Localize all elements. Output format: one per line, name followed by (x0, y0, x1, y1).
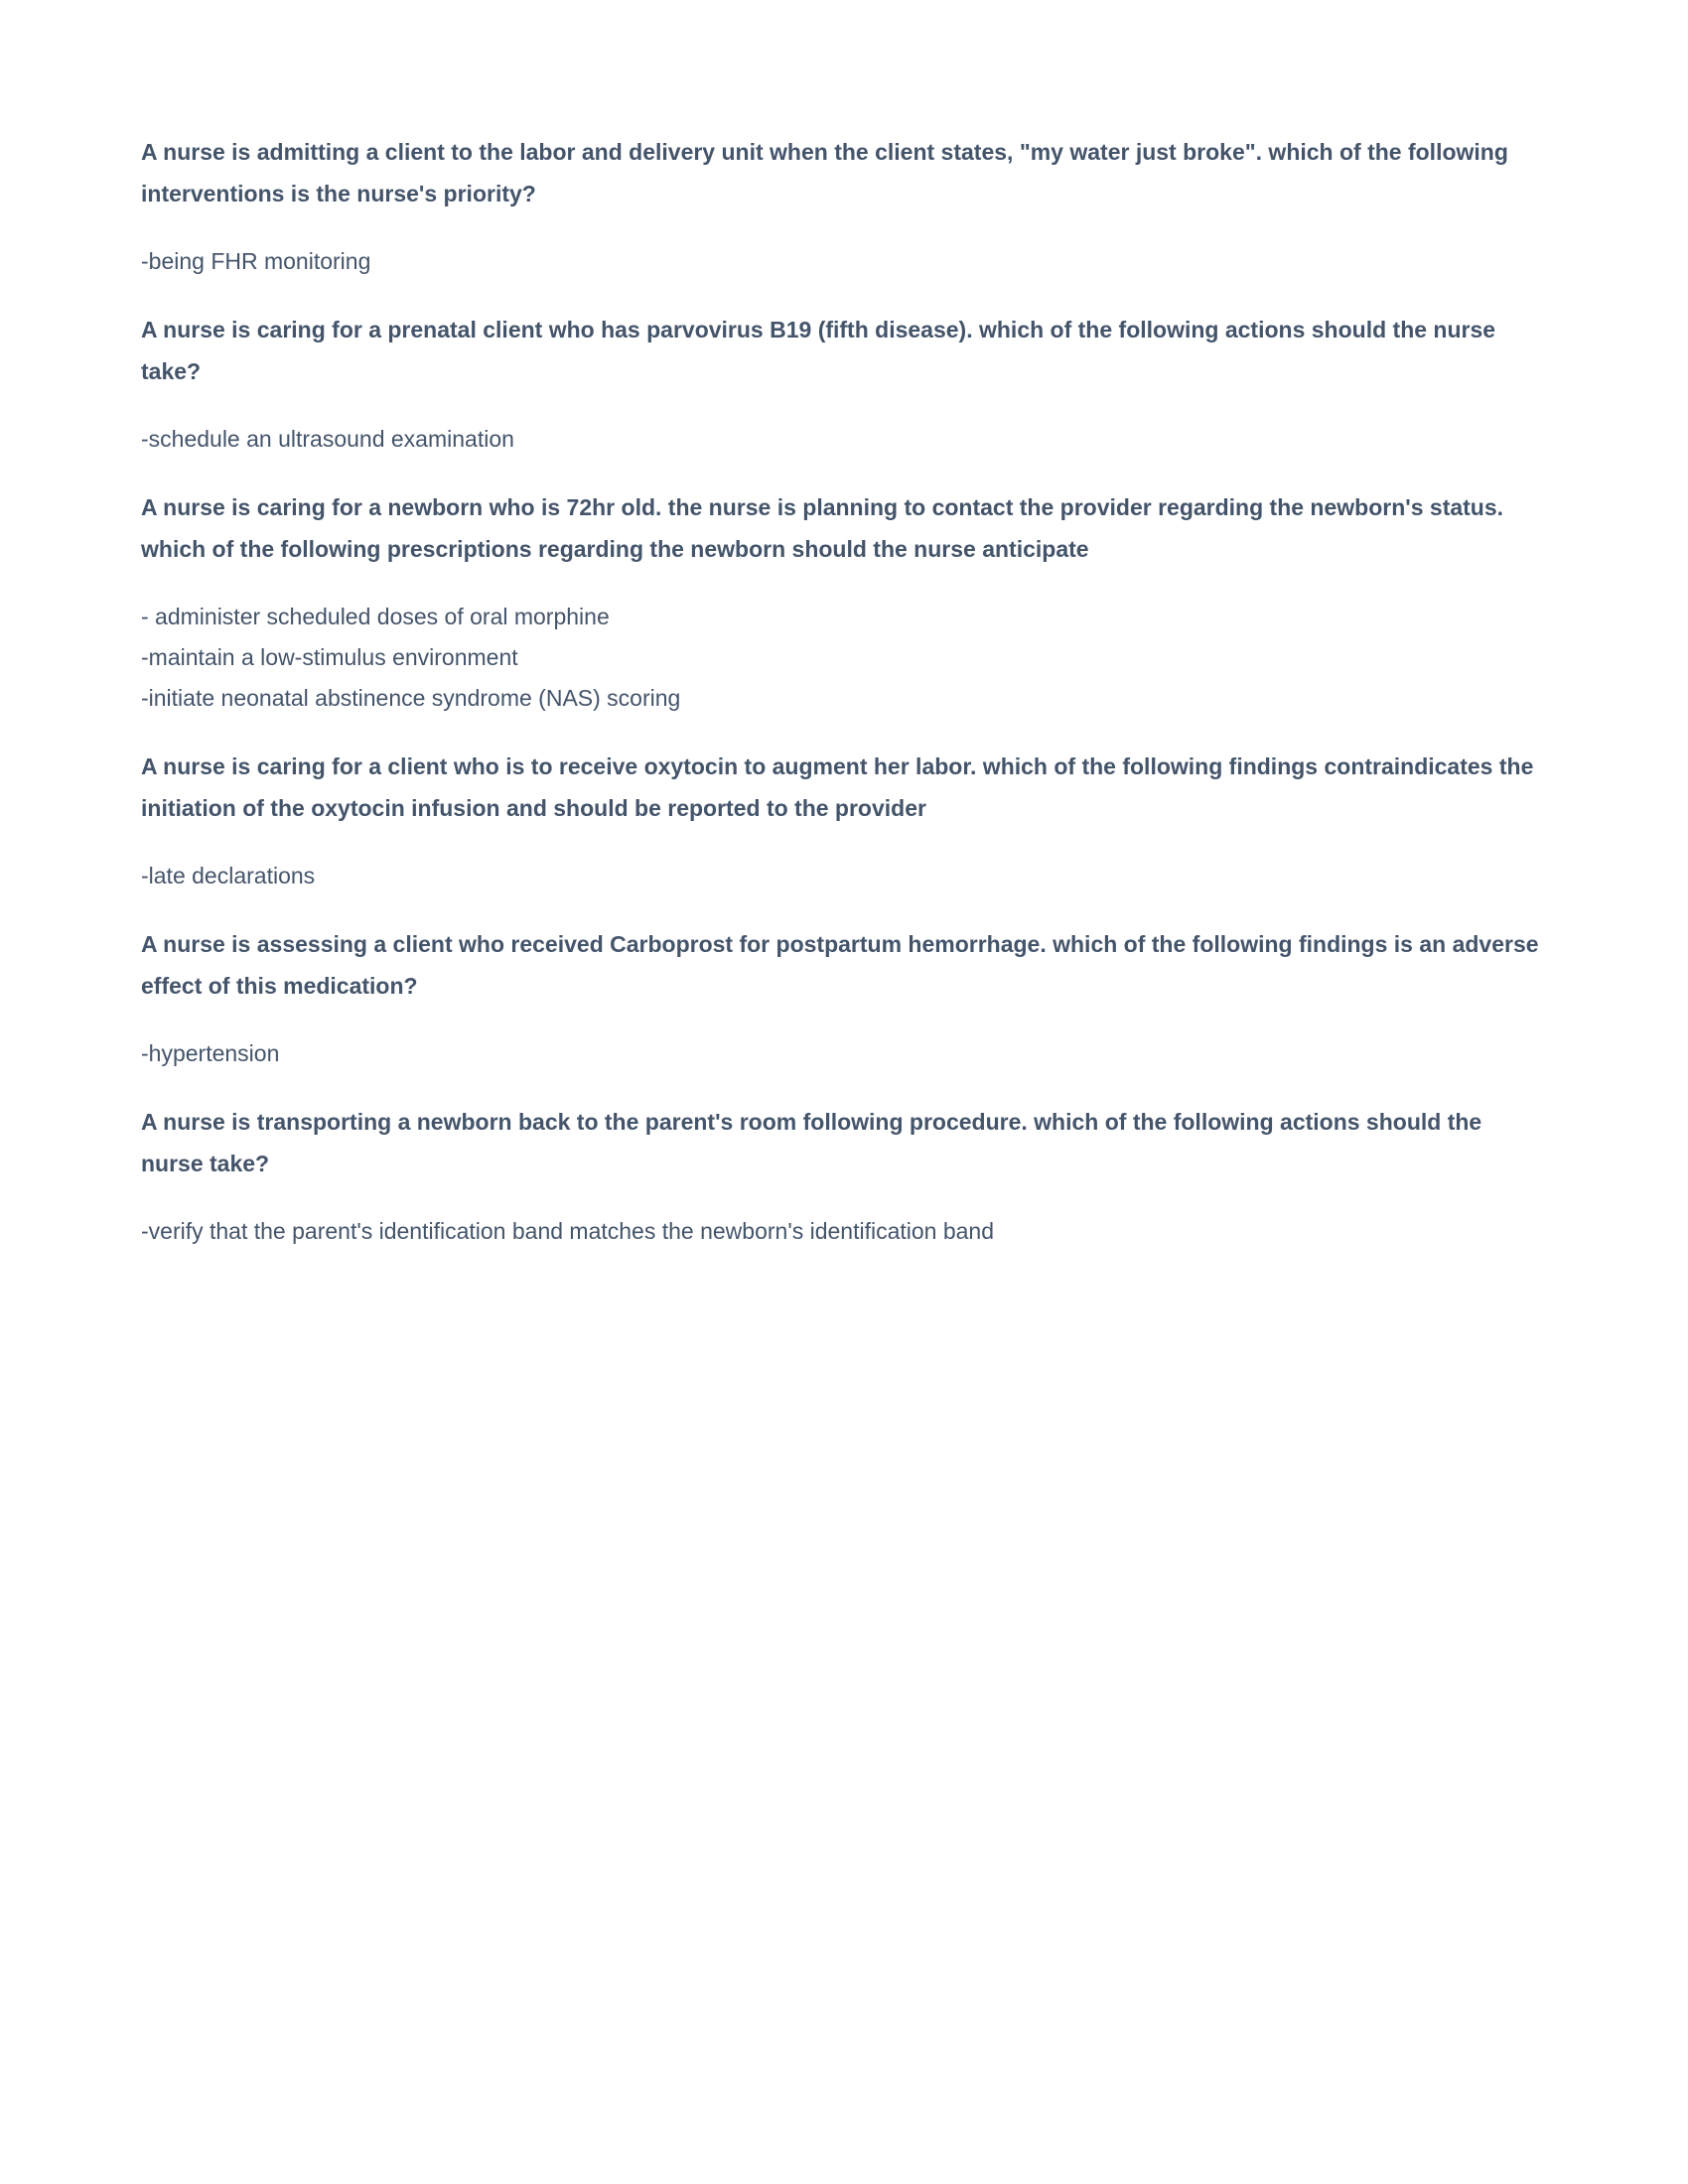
answers-paragraph (141, 856, 1549, 896)
answer-line: -verify that the parent's identification band matches the newborn's identification band (141, 1218, 995, 1244)
answers-paragraph (141, 241, 1549, 282)
question-text: A nurse is caring for a client who is to receive oxytocin to augment her labor. which of the following findings contraindicates the initiation of the oxytocin infusion and should be reported to the provider (141, 753, 1534, 821)
answer-line: -initiate neonatal abstinence syndrome (NAS) scoring (141, 685, 681, 711)
answer-line: -schedule an ultrasound examination (141, 426, 514, 452)
answer-line: -late declarations (141, 863, 316, 888)
qa-block (141, 309, 1549, 460)
answer-line: -hypertension (141, 1040, 280, 1066)
answers-paragraph (141, 1211, 1549, 1252)
qa-block (141, 746, 1549, 896)
answer-line: -being FHR monitoring (141, 248, 371, 274)
question-text: A nurse is transporting a newborn back to the parent's room following procedure. which of the following actions should the nurse take? (141, 1109, 1482, 1176)
question-text: A nurse is caring for a prenatal client who has parvovirus B19 (fifth disease). which of the following actions should the nurse take? (141, 317, 1496, 384)
question-text: A nurse is assessing a client who received Carboprost for postpartum hemorrhage. which of the following findings is an adverse effect of this medication? (141, 931, 1539, 999)
qa-block (141, 131, 1549, 282)
answers-paragraph (141, 1033, 1549, 1074)
answer-line: - administer scheduled doses of oral morphine (141, 604, 610, 629)
qa-block (141, 923, 1549, 1074)
question-text: A nurse is caring for a newborn who is 72hr old. the nurse is planning to contact the provider regarding the newborn's status. which of the following prescriptions regarding the newborn should the nurse anticipate (141, 494, 1504, 562)
question-text: A nurse is admitting a client to the labor and delivery unit when the client states, "my water just broke". which of the following interventions is the nurse's priority? (141, 139, 1508, 206)
answers-paragraph (141, 419, 1549, 460)
answer-line: -maintain a low-stimulus environment (141, 644, 518, 670)
qa-block (141, 1101, 1549, 1252)
qa-block (141, 486, 1549, 719)
answers-paragraph (141, 597, 1549, 719)
